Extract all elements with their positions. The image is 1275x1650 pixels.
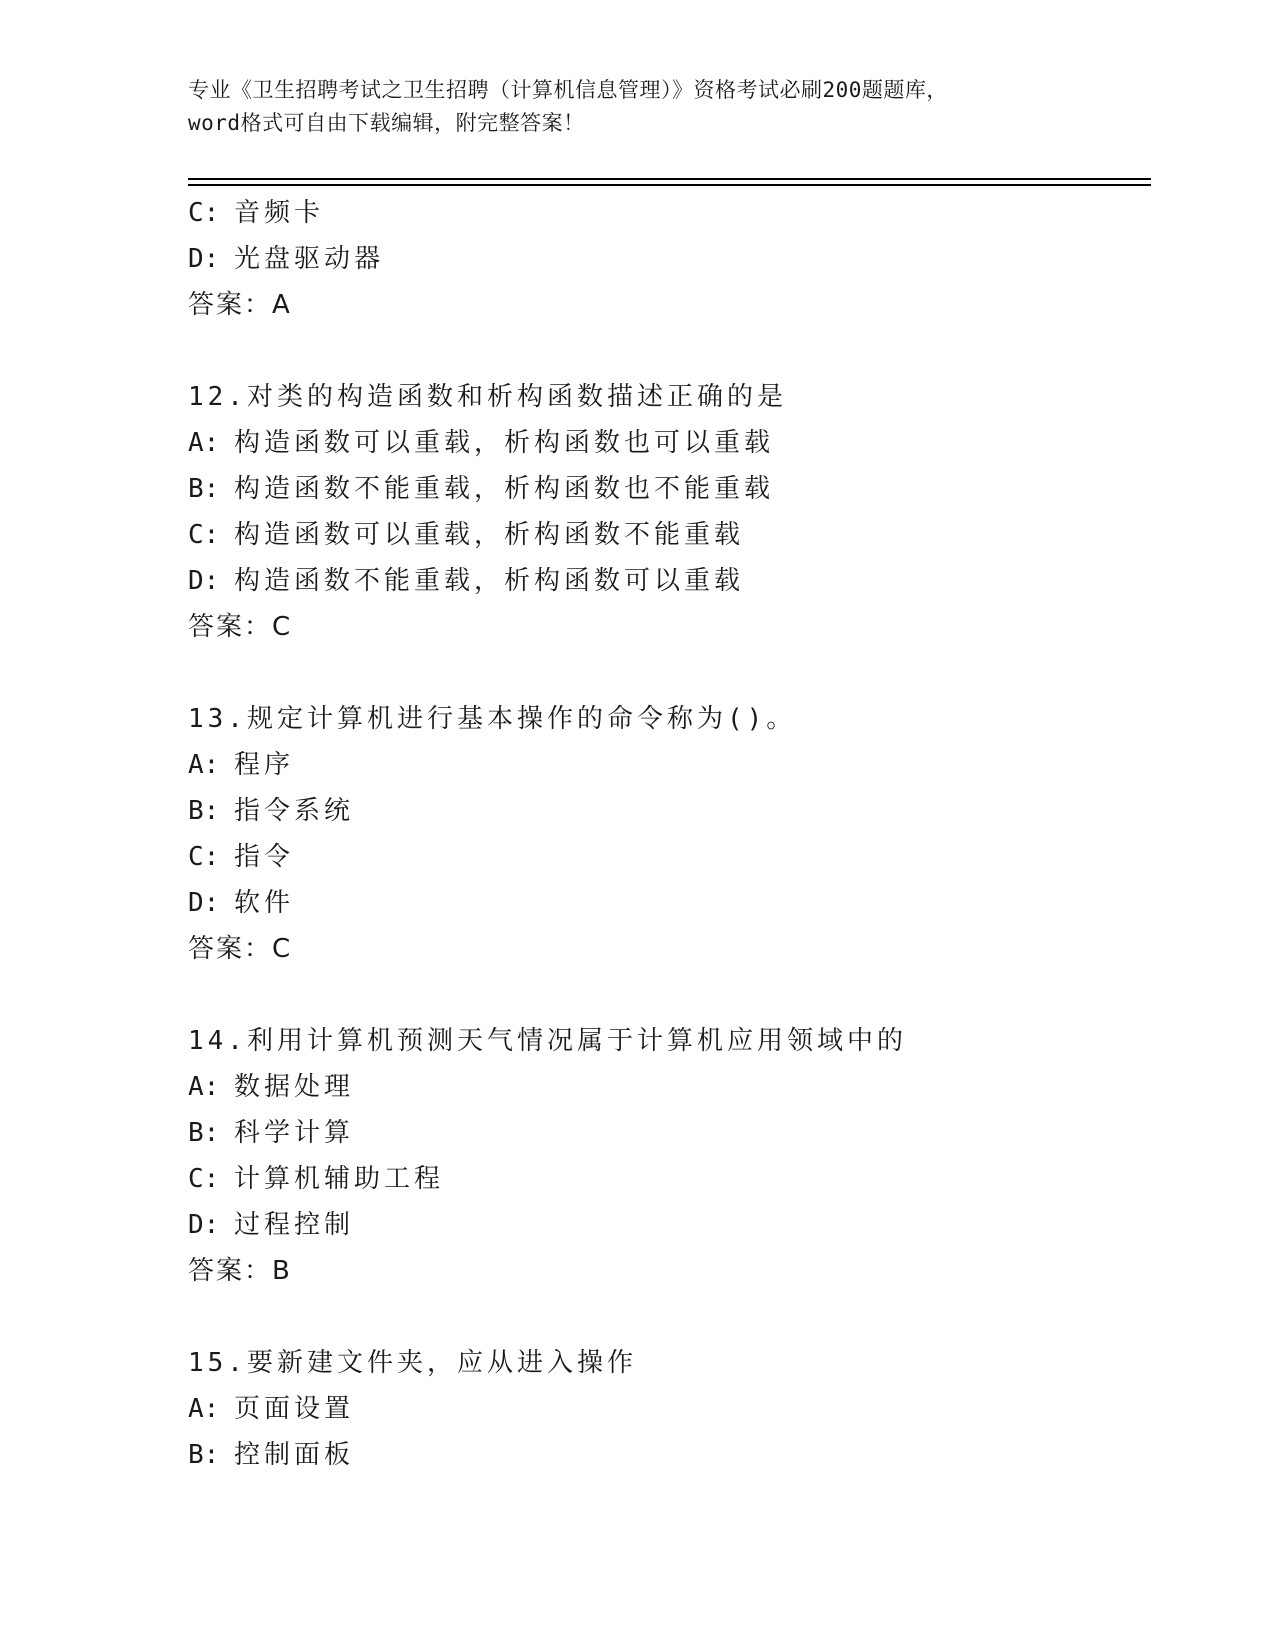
- option-text: 软件: [234, 888, 295, 918]
- question-text: 13.规定计算机进行基本操作的命令称为()。: [188, 704, 797, 734]
- spacer: [188, 972, 1148, 1018]
- answer-line: 答案：C: [188, 934, 293, 964]
- answer-line: 答案：B: [188, 1256, 292, 1286]
- header-divider-bottom: [188, 184, 1151, 186]
- option-label: B:: [188, 796, 220, 826]
- option-text: 程序: [234, 750, 295, 780]
- option-row: [188, 1064, 1148, 1110]
- option-label: D:: [188, 566, 220, 596]
- option-row: [188, 1432, 1148, 1478]
- option-row: [188, 236, 1148, 282]
- option-label: C:: [188, 520, 220, 550]
- option-label: C:: [188, 842, 220, 872]
- option-label: A:: [188, 1394, 220, 1424]
- option-row: [188, 466, 1148, 512]
- question-text: 15.要新建文件夹，应从进入操作: [188, 1348, 637, 1378]
- option-label: A:: [188, 428, 220, 458]
- option-label: D:: [188, 244, 220, 274]
- option-text: 数据处理: [234, 1072, 355, 1102]
- option-text: 科学计算: [234, 1118, 355, 1148]
- option-label: B:: [188, 1440, 220, 1470]
- option-row: [188, 558, 1148, 604]
- spacer: [188, 650, 1148, 696]
- option-label: A:: [188, 1072, 220, 1102]
- option-text: 页面设置: [234, 1394, 355, 1424]
- option-text: 指令系统: [234, 796, 355, 826]
- option-row: [188, 788, 1148, 834]
- option-text: 光盘驱动器: [234, 244, 385, 274]
- option-row: [188, 420, 1148, 466]
- option-row: [188, 834, 1148, 880]
- option-text: 构造函数不能重载，析构函数也不能重载: [234, 474, 775, 504]
- question-text: 14.利用计算机预测天气情况属于计算机应用领域中的: [188, 1026, 907, 1056]
- document-header: [188, 74, 1088, 140]
- answer-line: 答案：A: [188, 290, 292, 320]
- option-label: B:: [188, 474, 220, 504]
- option-text: 过程控制: [234, 1210, 355, 1240]
- header-line-2: word格式可自由下载编辑，附完整答案！: [188, 111, 585, 135]
- option-row: [188, 1110, 1148, 1156]
- option-row: [188, 190, 1148, 236]
- answer-line: 答案：C: [188, 612, 293, 642]
- option-row: [188, 1202, 1148, 1248]
- option-text: 指令: [234, 842, 295, 872]
- question-list: [188, 190, 1148, 1478]
- option-label: A:: [188, 750, 220, 780]
- option-text: 构造函数可以重载，析构函数也可以重载: [234, 428, 775, 458]
- option-row: [188, 742, 1148, 788]
- option-text: 构造函数可以重载，析构函数不能重载: [234, 520, 745, 550]
- header-divider-top: [188, 178, 1151, 180]
- option-label: D:: [188, 1210, 220, 1240]
- option-text: 计算机辅助工程: [234, 1164, 445, 1194]
- option-text: 构造函数不能重载，析构函数可以重载: [234, 566, 745, 596]
- option-row: [188, 1386, 1148, 1432]
- question-text: 12.对类的构造函数和析构函数描述正确的是: [188, 382, 787, 412]
- option-row: [188, 880, 1148, 926]
- option-row: [188, 512, 1148, 558]
- option-text: 音频卡: [234, 198, 325, 228]
- option-label: D:: [188, 888, 220, 918]
- option-text: 控制面板: [234, 1440, 355, 1470]
- option-label: B:: [188, 1118, 220, 1148]
- option-label: C:: [188, 198, 220, 228]
- spacer: [188, 1294, 1148, 1340]
- spacer: [188, 328, 1148, 374]
- option-row: [188, 1156, 1148, 1202]
- option-label: C:: [188, 1164, 220, 1194]
- header-line-1: 专业《卫生招聘考试之卫生招聘（计算机信息管理）》资格考试必刷200题题库，: [188, 78, 948, 102]
